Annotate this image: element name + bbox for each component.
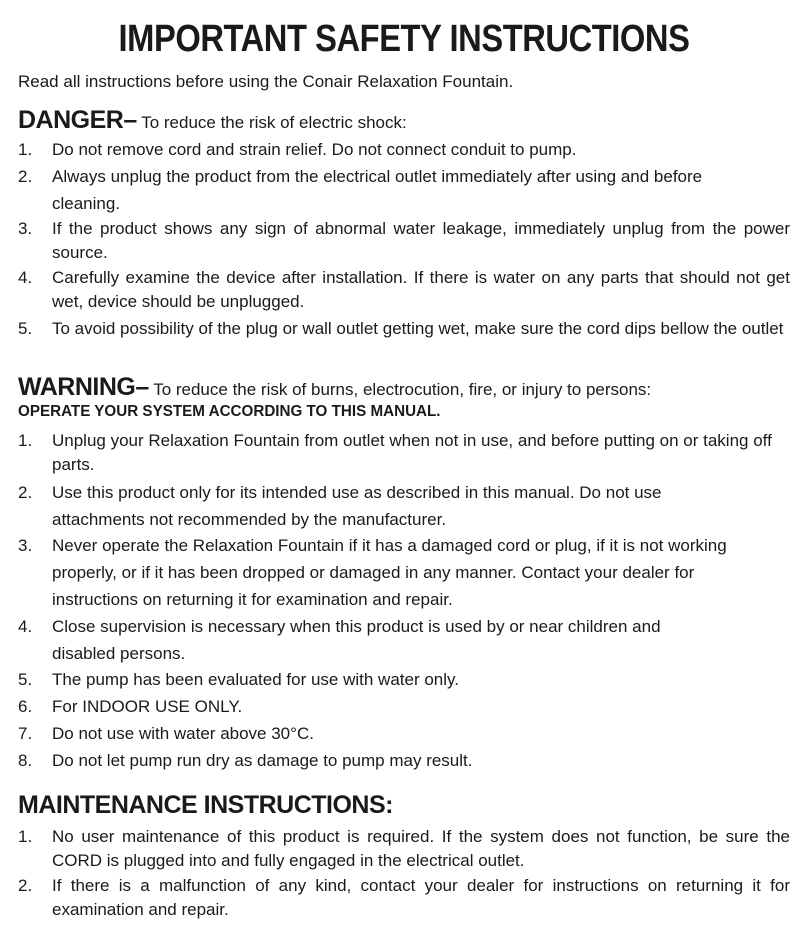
item-number: 1.	[18, 431, 33, 450]
warning-item	[18, 747, 790, 774]
item-text: Carefully examine the device after installation. If there is water on any parts that should not get wet, device should be unplugged.	[52, 268, 790, 311]
item-number: 2.	[18, 876, 33, 895]
item-number: 4.	[18, 617, 33, 636]
item-text: No user maintenance of this product is required. If the system does not function, be sure the CORD is plugged into and fully engaged in the electrical outlet.	[52, 827, 790, 870]
item-text: The pump has been evaluated for use with water only.	[52, 670, 459, 689]
warning-item	[18, 429, 790, 477]
item-number: 4.	[18, 268, 33, 287]
item-text: Do not let pump run dry as damage to pump may result.	[52, 751, 473, 770]
item-text: Unplug your Relaxation Fountain from outlet when not in use, and before putting on or taking off parts.	[52, 431, 772, 474]
item-number: 3.	[18, 536, 33, 555]
page-title: IMPORTANT SAFETY INSTRUCTIONS	[118, 18, 690, 60]
warning-label: WARNING–	[18, 373, 149, 401]
item-number: 8.	[18, 751, 33, 770]
warning-item	[18, 720, 790, 747]
item-number: 1.	[18, 140, 33, 159]
danger-item	[18, 138, 790, 162]
item-number: 5.	[18, 670, 33, 689]
item-number: 2.	[18, 167, 33, 186]
warning-subhead: OPERATE YOUR SYSTEM ACCORDING TO THIS MANUAL.	[18, 403, 441, 420]
warning-item	[18, 613, 718, 667]
item-number: 3.	[18, 219, 33, 238]
danger-item	[18, 266, 790, 314]
danger-item	[18, 317, 790, 341]
item-number: 7.	[18, 724, 33, 743]
warning-item	[18, 479, 718, 533]
intro-text: Read all instructions before using the Conair Relaxation Fountain.	[18, 72, 514, 91]
item-text: Close supervision is necessary when this product is used by or near children and disabled persons.	[52, 617, 661, 663]
item-number: 1.	[18, 827, 33, 846]
danger-heading	[18, 105, 407, 139]
item-number: 2.	[18, 483, 33, 502]
item-text: If there is a malfunction of any kind, contact your dealer for instructions on returning it for examination and repair.	[52, 876, 790, 919]
item-text: To avoid possibility of the plug or wall outlet getting wet, make sure the cord dips bellow the outlet	[52, 319, 784, 338]
maintenance-heading: MAINTENANCE INSTRUCTIONS:	[18, 791, 393, 819]
item-text: If the product shows any sign of abnormal water leakage, immediately unplug from the power source.	[52, 219, 790, 262]
warning-item	[18, 666, 790, 693]
danger-item	[18, 217, 790, 265]
item-text: Use this product only for its intended use as described in this manual. Do not use attachments not recommended by the manufacturer.	[52, 483, 662, 529]
maintenance-item	[18, 874, 790, 922]
warning-text: To reduce the risk of burns, electrocution, fire, or injury to persons:	[153, 380, 652, 399]
item-text: Never operate the Relaxation Fountain if it has a damaged cord or plug, if it is not working properly, or if it has been dropped or damaged in any manner. Contact your dealer for instructions on returning it for examination and repair.	[52, 536, 727, 609]
item-text: Do not remove cord and strain relief. Do not connect conduit to pump.	[52, 140, 577, 159]
item-text: Always unplug the product from the electrical outlet immediately after using and before cleaning.	[52, 167, 703, 213]
warning-item	[18, 532, 768, 613]
item-text: Do not use with water above 30°C.	[52, 724, 314, 743]
danger-item	[18, 163, 718, 217]
item-number: 5.	[18, 319, 33, 338]
danger-label: DANGER–	[18, 106, 137, 134]
warning-item	[18, 693, 790, 720]
item-text: For INDOOR USE ONLY.	[52, 697, 243, 716]
danger-text: To reduce the risk of electric shock:	[141, 113, 407, 132]
item-number: 6.	[18, 697, 33, 716]
maintenance-item	[18, 825, 790, 873]
